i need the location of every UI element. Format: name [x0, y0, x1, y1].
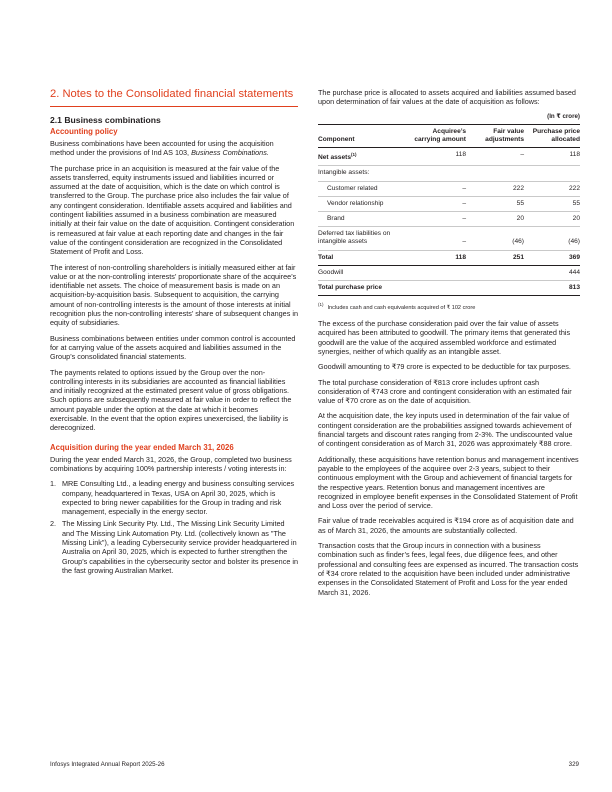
table-footnote: $^{(1)}$Includes cash and cash equivalents acquired of ₹ 102 crore [318, 302, 476, 312]
table-row: Intangible assets: [318, 166, 580, 181]
header-component: Component [318, 124, 410, 147]
retention-paragraph: Additionally, these acquisitions have retention bonus and management incentives payable to the employees of the acquiree over 2-3 years, subject to their continuous employment with the Group and achievement of financial targets for the respective years. Retention bonus and management incentives are recognized in employee benefit expenses in the Consolidated Statement of Profit and Loss over the period of service. [318, 454, 579, 511]
header-purchase-price: Purchase price allocated [524, 124, 580, 147]
table-row: Brand – 20 20 [318, 212, 580, 227]
header-fair-value: Fair value adjustments [466, 124, 524, 147]
acquisition-list [50, 479, 298, 575]
policy-paragraph-3: The interest of non-controlling shareholders is initially measured either at fair value or at the non-controlling interests’ proportionate share of the acquiree’s identifiable net assets. The choice of measurement basis is made on an acquisition-by-acquisition basis. Subsequent to acquisition, the carrying amount of non-controlling interests is the amount of those interests at initial recognition plus the non-controlling interests’ share of subsequent changes in equity of subsidiaries. [50, 262, 298, 328]
list-item: 1. MRE Consulting Ltd., a leading energy and business consulting services company, headquartered in Texas, USA on April 30, 2025, which is expected to bring newer capabilities for the Group in trading and risk management, especially in the energy sector. [50, 479, 295, 517]
unit-label: (In ₹ crore) [547, 112, 580, 120]
receivables-paragraph: Fair value of trade receivables acquired is ₹194 crore as of acquisition date and as of March 31, 2026, the amounts are substantially collected. [318, 516, 574, 535]
accounting-policy-heading: Accounting policy [50, 127, 118, 136]
acquisition-intro: During the year ended March 31, 2026, the Group, completed two business combinations by acquiring 100% partnership interests / voting interests in: [50, 454, 292, 473]
tax-paragraph: Goodwill amounting to ₹79 crore is expected to be deductible for tax purposes. [318, 362, 571, 372]
table-header-row [318, 124, 580, 147]
table-row: Vendor relationship – 55 55 [318, 196, 580, 211]
subsection-title: 2.1 Business combinations [50, 115, 161, 125]
header-carrying-amount: Acquiree’s carrying amount [410, 124, 466, 147]
table-goodwill-row: Goodwill 444 [318, 265, 580, 280]
contingent-paragraph: At the acquisition date, the key inputs used in determination of the fair value of contingent consideration are the probabilities assigned towards achievement of financial targets and discount rates ranging from 2-3%. The undiscounted value of contingent consideration as of March 31, 2026 was approximately ₹88 crore. [318, 411, 573, 449]
consideration-paragraph: The total purchase consideration of ₹813 crore includes upfront cash consideration of ₹743 crore and contingent consideration with an estimated fair value of ₹70 crore as on the date of acquisition. [318, 377, 572, 406]
table-row: Deferred tax liabilities on intangible assets – (46) (46) [318, 227, 580, 250]
table-row: Net assets$^{(1)}$ 118 – 118 [318, 148, 580, 166]
page-number: 329 [568, 761, 579, 768]
goodwill-paragraph: The excess of the purchase consideration paid over the fair value of assets acquired has been attributed to goodwill. The primary items that generated this goodwill are the value of the acquired assembled workforce and estimated synergies, neither of which qualify as an intangible asset. [318, 319, 571, 356]
section-title: 2. Notes to the Consolidated financial statements [50, 88, 298, 107]
right-column [318, 88, 580, 603]
table-row: Customer related – 222 222 [318, 181, 580, 196]
policy-paragraph-5: The payments related to options issued by the Group over the non-controlling interests in its subsidiaries are accounted as financial liabilities and initially recognized at the estimated present value of gross obligations. Such options are subsequently measured at fair value in order to reflect the amount payable under the option at the date at which it becomes exercisable. In the event that the option expires unexercised, the liability is derecognized. [50, 367, 292, 433]
list-item: 2. The Missing Link Security Pty. Ltd., The Missing Link Security Limited and The Missing Link Automation Pty. Ltd. (collectively known as "The Missing Link"), a leading Cybersecurity service provider headquartered in Australia on April 30, 2025, which is expected to further strengthen the Group’s capabilities in the cybersecurity sector and bolster its presence in the fast growing Australian Market. [50, 519, 299, 575]
policy-paragraph-1: Business combinations have been accounted for using the acquisition method under the provisions of Ind AS 103, Business Combinations. [50, 139, 274, 158]
policy-paragraph-4: Business combinations between entities under common control is accounted for at carrying value of the assets acquired and liabilities assumed in the Group’s consolidated financial statements. [50, 333, 296, 362]
transaction-costs-paragraph: Transaction costs that the Group incurs in connection with a business combination such as finder’s fees, legal fees, due diligence fees, and other professional and consulting fees are expensed as incurred. The transaction costs of ₹34 crore related to the acquisition have been included under administrative expenses in the Consolidated Statement of Profit and Loss for the year ended March 31, 2026. [318, 541, 579, 597]
allocation-table [318, 124, 580, 297]
allocation-intro: The purchase price is allocated to assets acquired and liabilities assumed based upon determination of fair values at the date of acquisition as follows: [318, 88, 576, 107]
acquisition-heading: Acquisition during the year ended March 31, 2026 [50, 442, 234, 452]
footer-title: Infosys Integrated Annual Report 2025-26 [50, 761, 165, 768]
table-total-row: Total 118 251 369 [318, 250, 580, 265]
policy-paragraph-2: The purchase price in an acquisition is measured at the fair value of the assets transferred, equity instruments issued and liabilities incurred or assumed at the date of acquisition, which is the date on which control is transferred to the Group. The purchase price also includes the fair value of any contingent consideration. Identifiable assets acquired and liabilities and contingent liabilities assumed in a business combination are measured initially at their fair value on the date of acquisition. Contingent consideration is remeasured at fair value at each reporting date and changes in the fair value of the contingent consideration are recognized in the Consolidated Statement of Profit and Loss. [50, 163, 295, 257]
table-total-purchase-row: Total purchase price 813 [318, 281, 580, 296]
left-column [50, 88, 298, 578]
